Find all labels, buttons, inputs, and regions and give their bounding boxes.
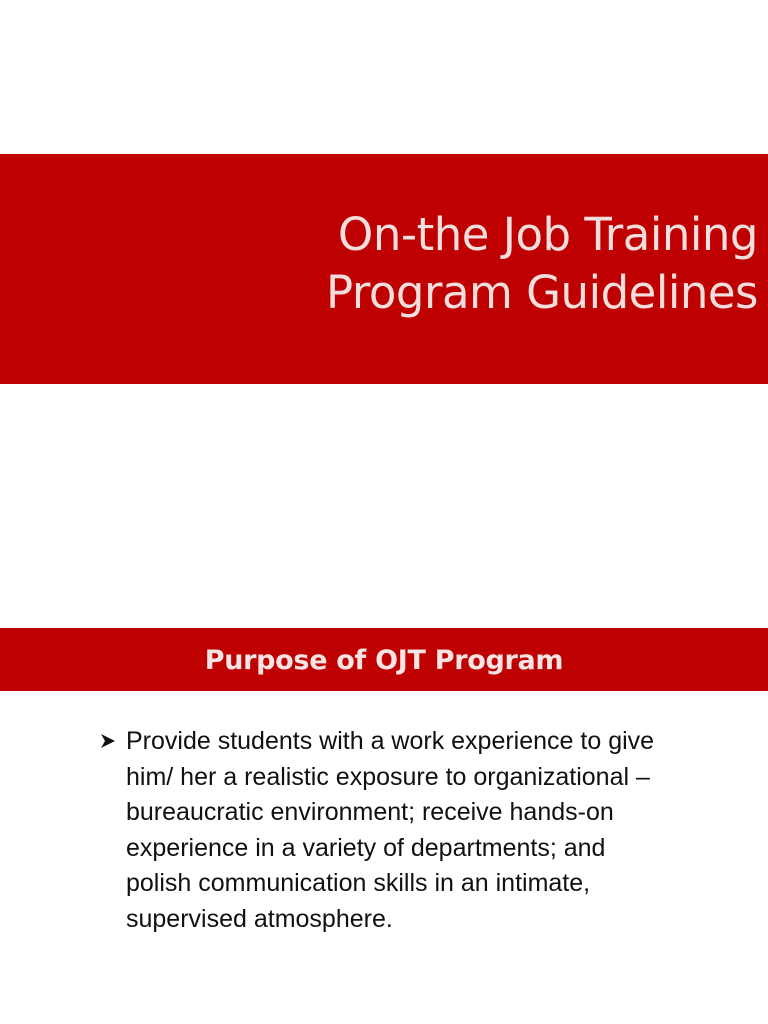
bullet-text-line-1: Provide students with a work experience to give <box>126 727 655 755</box>
bullet-text-line-2: him/ her a realistic exposure to organizational – <box>126 762 650 791</box>
arrowhead-bullet-icon <box>98 726 120 756</box>
bullet-list <box>98 724 738 937</box>
page-title-line-2: Program Guidelines <box>326 266 758 319</box>
page-title-line-1: On-the Job Training <box>337 208 758 261</box>
bullet-text-line-6: supervised atmosphere. <box>126 904 393 933</box>
section-heading: Purpose of OJT Program <box>204 645 564 676</box>
page-title <box>198 206 758 322</box>
title-banner <box>0 154 768 384</box>
section-banner <box>0 628 768 691</box>
bullet-text-line-5: polish communication skills in an intimate, <box>126 869 591 897</box>
list-item <box>98 724 738 937</box>
bullet-text-line-3: bureaucratic environment; receive hands-on <box>126 798 614 826</box>
bullet-text-line-4: experience in a variety of departments; and <box>126 833 606 862</box>
